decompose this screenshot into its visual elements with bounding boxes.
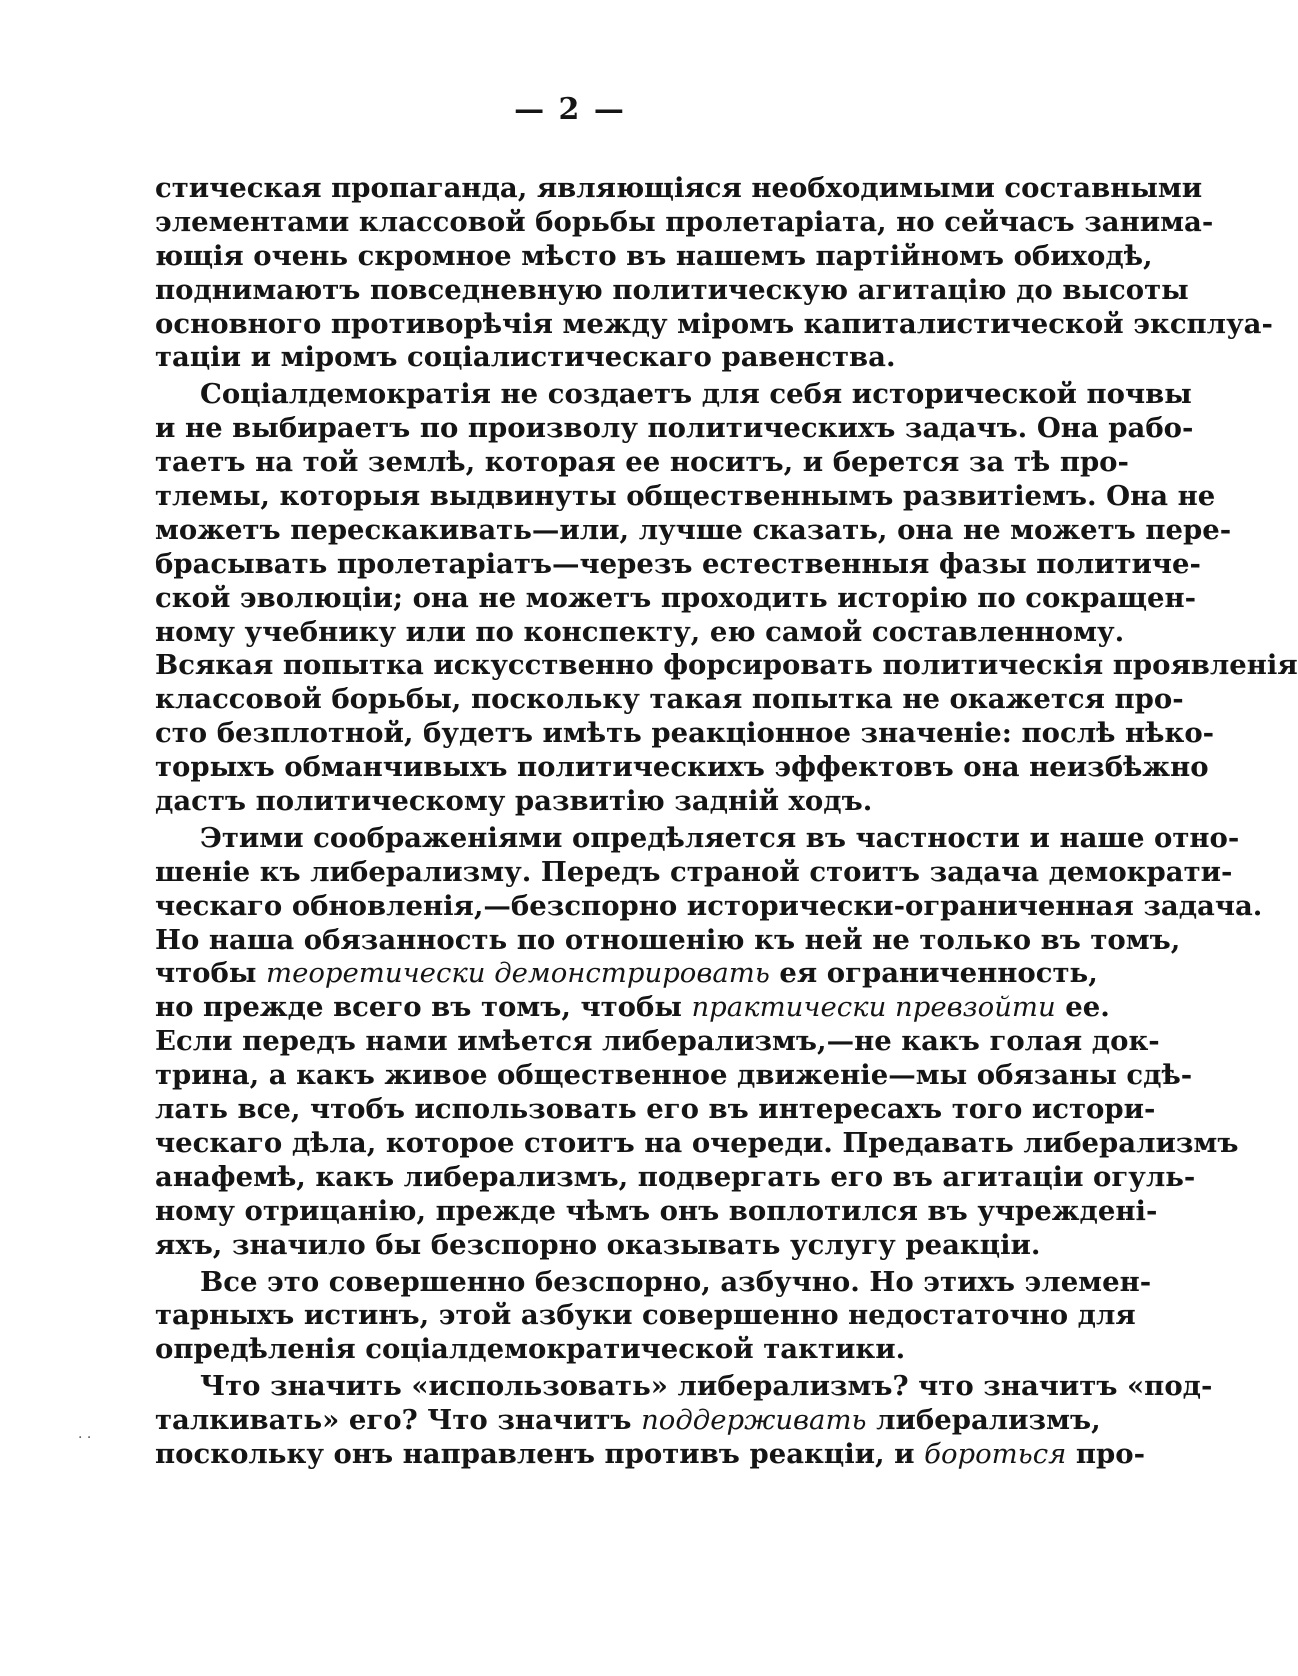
emphasized-text: поддерживать (641, 1404, 867, 1437)
text-line: лать все, чтобъ использовать его въ интересахъ того истори- (155, 1093, 1156, 1126)
text-line: трина, а какъ живое общественное движеніе—мы обязаны сдѣ- (155, 1059, 1193, 1092)
text-line (155, 1404, 1101, 1438)
text-line: Всякая попытка искусственно форсировать политическія проявленія (155, 649, 1298, 682)
text-segment: про- (1066, 1437, 1146, 1470)
text-line: ческаго дѣла, которое стоитъ на очереди. Предавать либерализмъ (155, 1126, 1239, 1159)
text-line: дастъ политическому развитію задній ходъ. (155, 785, 873, 818)
text-line: основного противорѣчія между міромъ капиталистической эксплуа- (155, 307, 1273, 340)
emphasized-text: бороться (924, 1437, 1067, 1470)
emphasized-text: практически превзойти (691, 991, 1056, 1024)
text-segment: талкивать» его? Что значитъ (155, 1404, 642, 1437)
page-number: — 2 — (514, 92, 626, 127)
text-segment: чтобы (155, 957, 266, 990)
text-segment: ее. (1055, 991, 1110, 1024)
stray-ink-speck: · · (78, 1430, 92, 1446)
paragraph (155, 821, 1263, 1263)
paragraph (155, 172, 1273, 375)
text-line (155, 1437, 1146, 1472)
text-line: Этими соображеніями опредѣляется въ частности и наше отно- (200, 821, 1240, 854)
text-line: ющія очень скромное мѣсто въ нашемъ партійномъ обиходѣ, (155, 239, 1153, 272)
text-line (155, 991, 1110, 1025)
text-line: шеніе къ либерализму. Передъ страной стоитъ задача демократи- (155, 855, 1233, 888)
text-line: стическая пропаганда, являющіяся необходимыми составными (155, 172, 1203, 204)
text-line: элементами классовой борьбы пролетаріата, но сейчасъ занима- (155, 205, 1214, 238)
text-segment: но прежде всего въ томъ, чтобы (155, 991, 692, 1024)
text-line: Что значить «использовать» либерализмъ? что значитъ «под- (200, 1370, 1213, 1403)
paragraph (155, 1265, 1152, 1368)
text-line: сто безплотной, будетъ имѣть реакціонное значеніе: послѣ нѣко- (155, 717, 1215, 750)
text-line: таетъ на той землѣ, которая ее носитъ, и берется за тѣ про- (155, 446, 1129, 479)
text-line: торыхъ обманчивыхъ политическихъ эффектовъ она неизбѣжно (155, 751, 1209, 784)
text-line: ному учебнику или по конспекту, ею самой составленному. (155, 615, 1125, 648)
paragraph (155, 378, 1298, 819)
text-line: яхъ, значило бы безспорно оказывать услугу реакціи. (155, 1228, 1041, 1261)
text-line (155, 957, 1098, 991)
text-line: ному отрицанію, прежде чѣмъ онъ воплотился въ учрежденi- (155, 1194, 1158, 1227)
text-line: брасывать пролетаріатъ—черезъ естественныя фазы политиче- (155, 547, 1201, 580)
text-line: опредѣленія соціалдемократической тактики. (155, 1333, 906, 1366)
paragraph (155, 1370, 1213, 1472)
text-line: можетъ перескакивать—или, лучше сказать, она не можетъ пере- (155, 513, 1232, 546)
text-line: ческаго обновленія,—безспорно исторически-ограниченная задача. (155, 889, 1263, 922)
text-line: тлемы, которыя выдвинуты общественнымъ развитіемъ. Она не (155, 480, 1216, 513)
emphasized-text: теоретически демонстрировать (266, 957, 770, 990)
text-line: таціи и міромъ соціалистическаго равенства. (155, 341, 896, 374)
text-line: Но наша обязанность по отношенію къ ней не только въ томъ, (155, 923, 1181, 956)
text-line: анафемѣ, какъ либерализмъ, подвергать его въ агитаціи огуль- (155, 1160, 1196, 1193)
text-line: ской эволюціи; она не можетъ проходить исторію по сокращен- (155, 581, 1197, 614)
text-line: и не выбираетъ по произволу политическихъ задачъ. Она рабо- (155, 412, 1194, 445)
text-line: Если передъ нами имѣется либерализмъ,—не какъ голая док- (155, 1025, 1160, 1058)
text-segment: поскольку онъ направленъ противъ реакціи, и (155, 1437, 925, 1470)
text-line: тарныхъ истинъ, этой азбуки совершенно недостаточно для (155, 1299, 1136, 1332)
text-line: Все это совершенно безспорно, азбучно. Но этихъ элемен- (200, 1265, 1152, 1298)
body-text (155, 172, 1298, 1475)
text-segment: либерализмъ, (866, 1404, 1101, 1437)
text-line: классовой борьбы, поскольку такая попытка не окажется про- (155, 683, 1184, 716)
text-segment: ея ограниченность, (769, 957, 1098, 990)
text-line: Соціалдемократія не создаетъ для себя исторической почвы (200, 378, 1192, 411)
text-line: поднимаютъ повседневную политическую агитацію до высоты (155, 273, 1189, 306)
